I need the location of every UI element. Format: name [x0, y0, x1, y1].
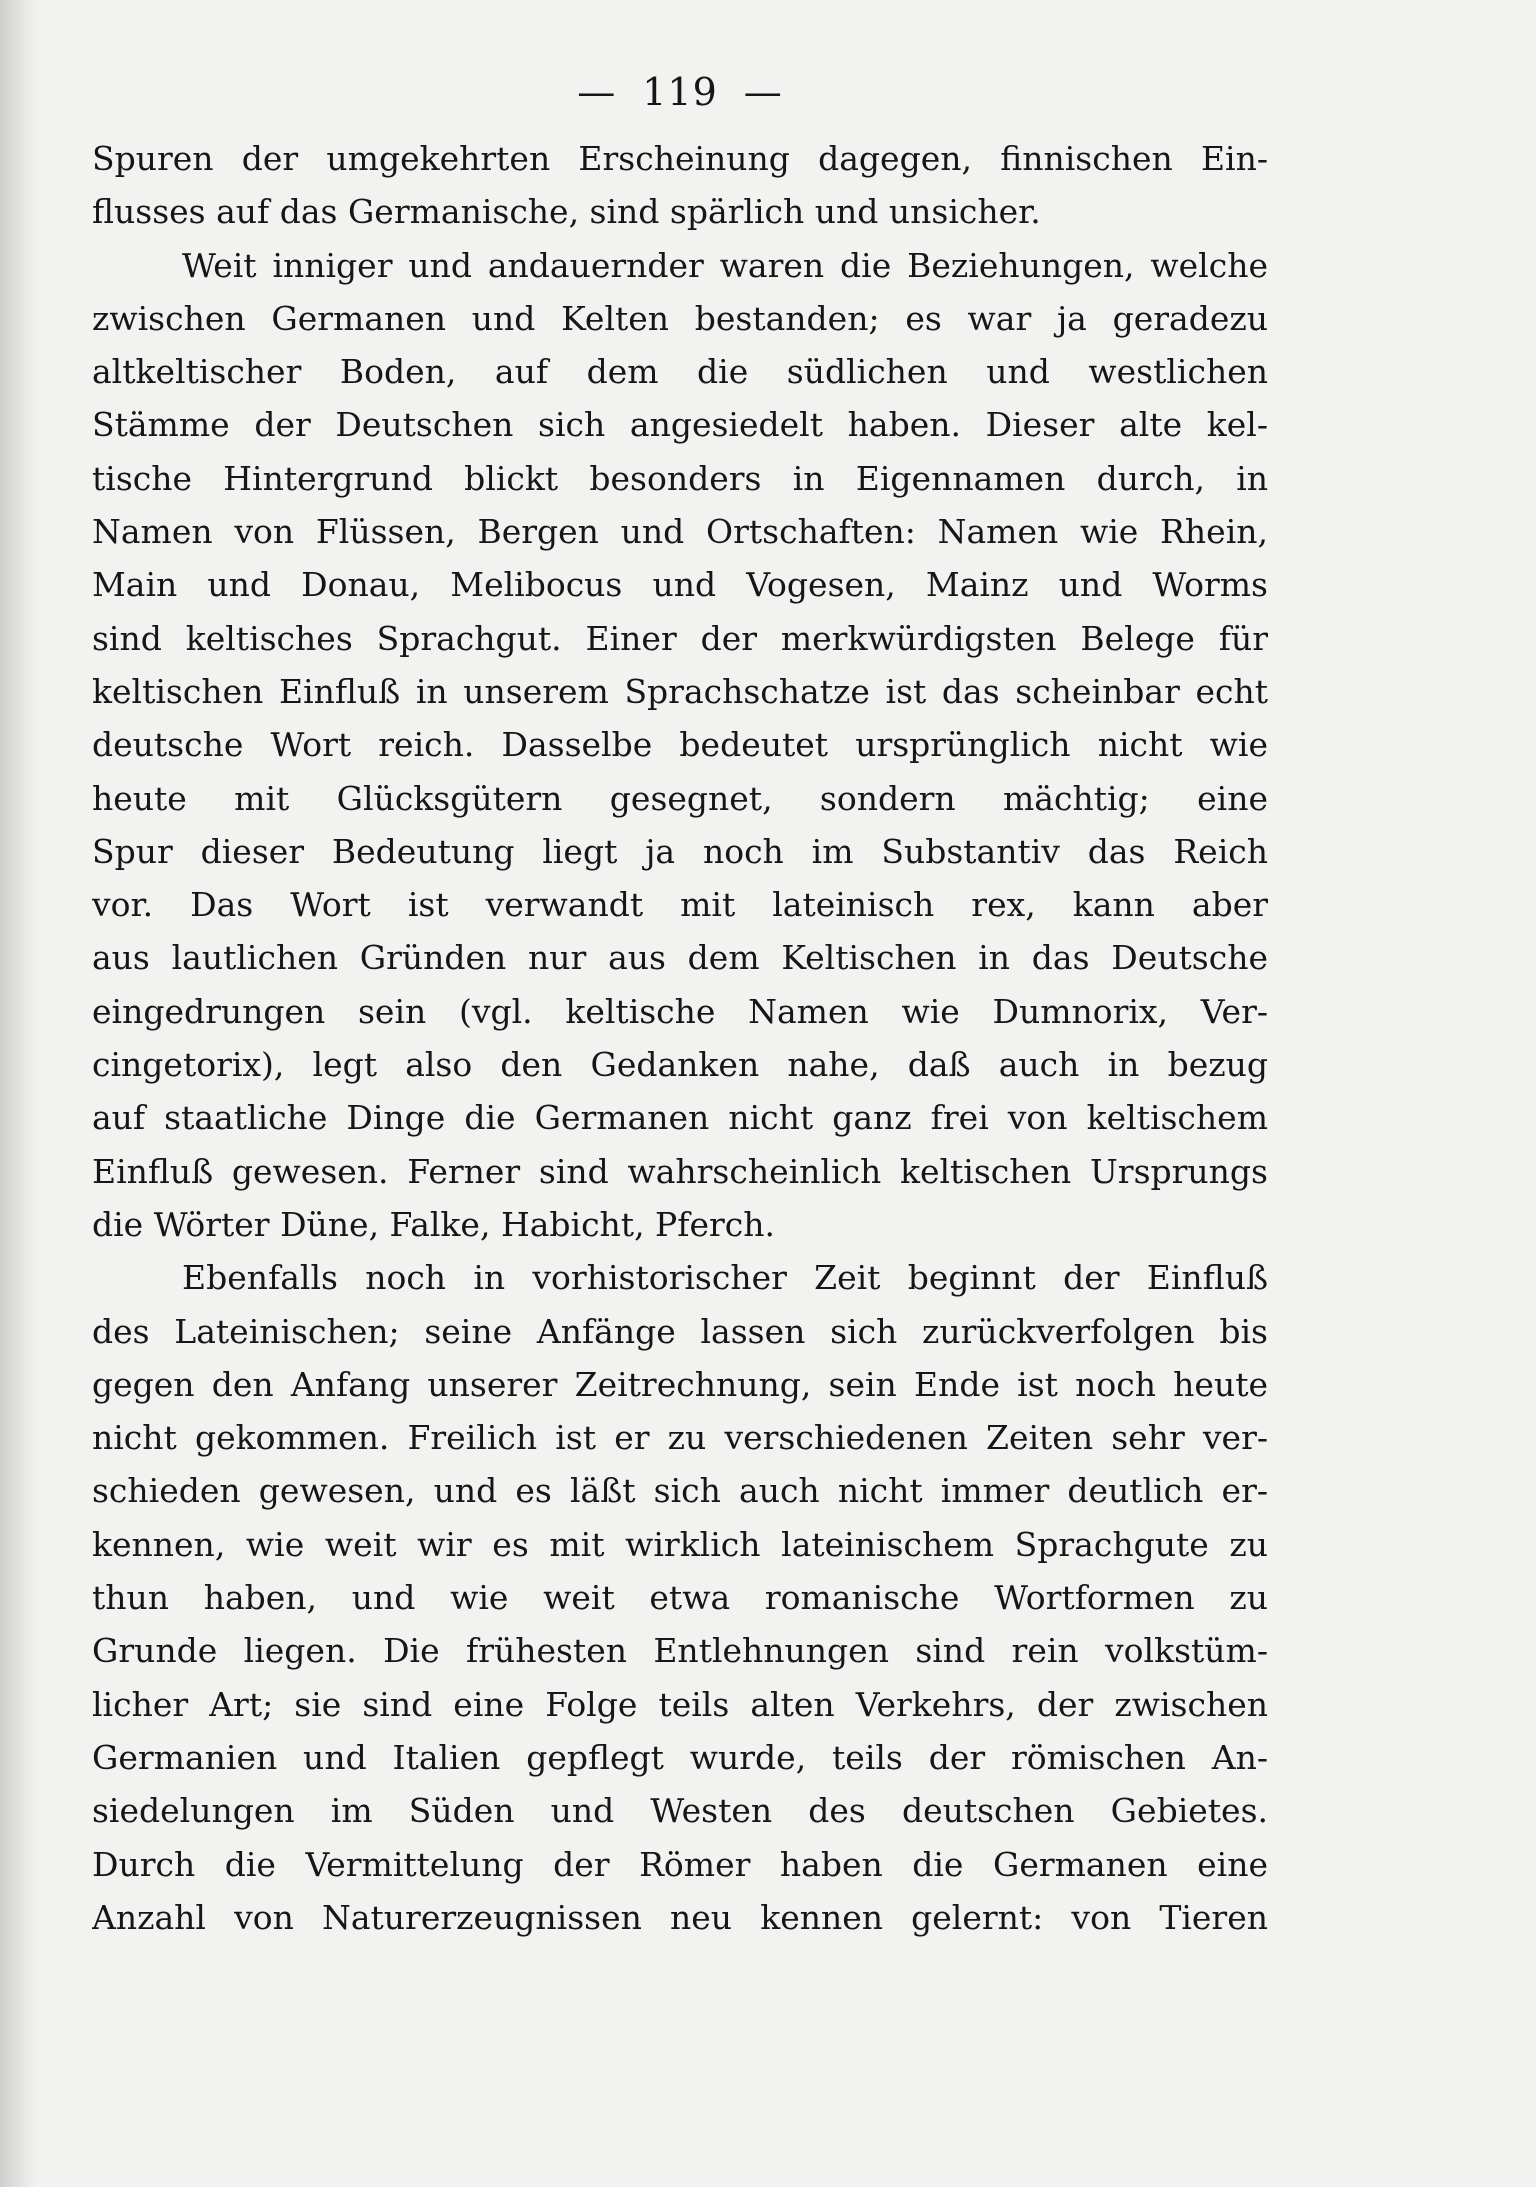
scan-edge-shadow — [0, 0, 38, 2187]
text-line: cingetorix), legt also den Gedanken nahe, daß auch in bezug — [92, 1045, 1268, 1085]
text-line: siedelungen im Süden und Westen des deutschen Gebietes. — [92, 1791, 1268, 1831]
text-line: die Wörter Düne, Falke, Habicht, Pferch. — [92, 1204, 775, 1244]
text-line: schieden gewesen, und es läßt sich auch nicht immer deutlich er- — [92, 1471, 1268, 1511]
text-line: aus lautlichen Gründen nur aus dem Keltischen in das Deutsche — [92, 938, 1268, 978]
text-line: nicht gekommen. Freilich ist er zu verschiedenen Zeiten sehr ver- — [92, 1418, 1268, 1458]
text-line: sind keltisches Sprachgut. Einer der merkwürdigsten Belege für — [92, 618, 1268, 658]
text-line: kennen, wie weit wir es mit wirklich lateinischem Sprachgute zu — [92, 1524, 1268, 1564]
text-line: auf staatliche Dinge die Germanen nicht ganz frei von keltischem — [92, 1098, 1268, 1138]
text-line: keltischen Einfluß in unserem Sprachschatze ist das scheinbar echt — [92, 671, 1268, 711]
text-line: Einfluß gewesen. Ferner sind wahrscheinlich keltischen Ursprungs — [92, 1151, 1268, 1191]
page-number: 119 — [642, 70, 718, 114]
text-line: zwischen Germanen und Kelten bestanden; es war ja geradezu — [92, 298, 1268, 338]
text-line: licher Art; sie sind eine Folge teils alten Verkehrs, der zwischen — [92, 1684, 1268, 1724]
text-line: Namen von Flüssen, Bergen und Ortschaften: Namen wie Rhein, — [92, 512, 1268, 552]
text-line: vor. Das Wort ist verwandt mit lateinisch rex, kann aber — [92, 885, 1268, 925]
header-dash-right: — — [743, 70, 783, 114]
text-line: Main und Donau, Melibocus und Vogesen, Mainz und Worms — [92, 565, 1268, 605]
text-line: Weit inniger und andauernder waren die Beziehungen, welche — [182, 245, 1268, 285]
page-header — [92, 52, 1268, 132]
text-line: heute mit Glücksgütern gesegnet, sondern mächtig; eine — [92, 778, 1268, 818]
text-line: Stämme der Deutschen sich angesiedelt haben. Dieser alte kel- — [92, 405, 1268, 445]
body-text — [92, 132, 1268, 1944]
text-line: Grunde liegen. Die frühesten Entlehnungen sind rein volkstüm- — [92, 1631, 1268, 1671]
text-line: Germanien und Italien gepflegt wurde, teils der römischen An- — [92, 1737, 1268, 1777]
text-line: altkeltischer Boden, auf dem die südlichen und westlichen — [92, 352, 1268, 392]
text-line: Durch die Vermittelung der Römer haben die Germanen eine — [92, 1844, 1268, 1884]
text-line: thun haben, und wie weit etwa romanische Wortformen zu — [92, 1578, 1268, 1618]
text-line: deutsche Wort reich. Dasselbe bedeutet ursprünglich nicht wie — [92, 725, 1268, 765]
book-page — [92, 52, 1268, 2152]
text-line: des Lateinischen; seine Anfänge lassen sich zurückverfolgen bis — [92, 1311, 1268, 1351]
text-line: Anzahl von Naturerzeugnissen neu kennen gelernt: von Tieren — [92, 1897, 1268, 1937]
text-line: eingedrungen sein (vgl. keltische Namen wie Dumnorix, Ver- — [92, 991, 1268, 1031]
header-dash-left: — — [577, 70, 617, 114]
text-line: Spur dieser Bedeutung liegt ja noch im Substantiv das Reich — [92, 831, 1268, 871]
text-line: Ebenfalls noch in vorhistorischer Zeit beginnt der Einfluß — [182, 1258, 1268, 1298]
text-line: gegen den Anfang unserer Zeitrechnung, sein Ende ist noch heute — [92, 1364, 1268, 1404]
text-line: tische Hintergrund blickt besonders in Eigennamen durch, in — [92, 458, 1268, 498]
text-line: Spuren der umgekehrten Erscheinung dagegen, finnischen Ein- — [92, 139, 1268, 178]
text-line: flusses auf das Germanische, sind spärlich und unsicher. — [92, 192, 1041, 232]
